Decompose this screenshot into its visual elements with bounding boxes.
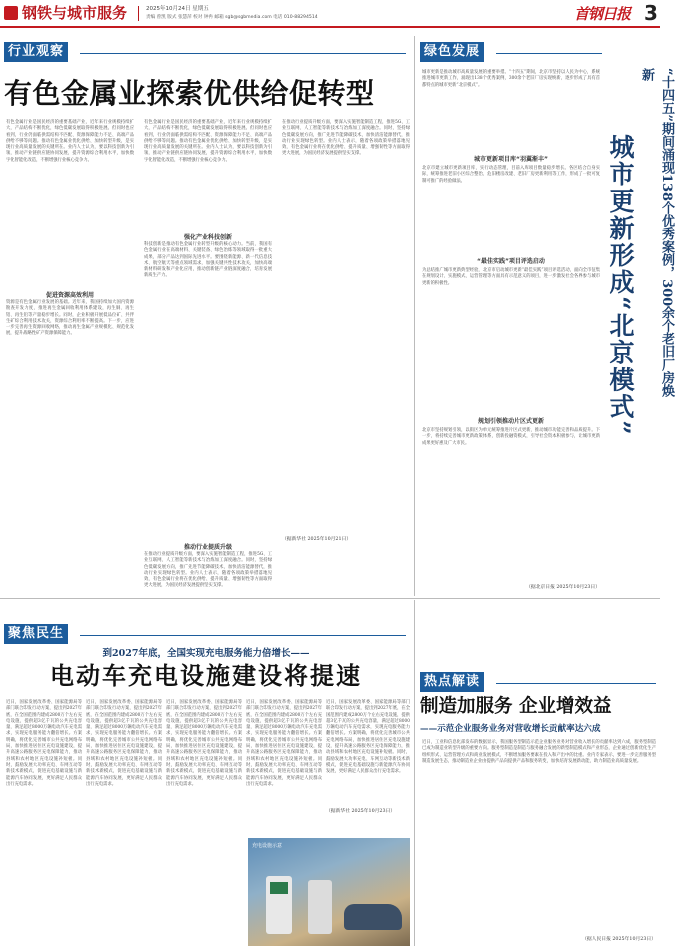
metal-col3-body: 在推动行业提质升级方面，要深入实施智能制造工程，推进5G、工业互联网、人工智能等新技术与冶炼加工深度融合。同时，坚持绿色低碳发展方向，推广先进节能降碳技术，加快清洁能源替代，推动行业实现绿色转型。业内人士表示，随着各项政策举措落地见效，有色金属行业将在优化供给、提升质量、增强韧性等方面取得更大进展，为国民经济发展提供坚实支撑。 [282, 120, 410, 157]
masthead-divider [138, 6, 139, 21]
section-line-industry [80, 53, 406, 54]
masthead-logo-mark [4, 6, 18, 20]
center-divider-bottom [414, 600, 415, 946]
section-tag-livelihood: 聚焦民生 [4, 624, 68, 644]
charging-headline: 电动车充电设施建设将提速 [50, 662, 362, 690]
urban-body-2: 为总结推广城市更新典型经验，北京市启动城市更新“最佳实践”项目评选活动，面向全市征集在规划设计、实施模式、运营管理等方面具有示范意义的项目，进一步激发社会各界参与城市更新的积极性。 [422, 268, 600, 286]
page-number: 3 [644, 1, 658, 25]
urban-renewal-vtitle-big: 城市更新形成“北京模式” [606, 134, 635, 437]
urban-subhead-3: 规划引领推动片区式更新 [477, 418, 544, 425]
section-tag-industry: 行业观察 [4, 42, 68, 62]
metal-col2-top: 有色金属行业是国民经济的重要基础产业，近年来行业规模持续扩大，产品结构不断优化，绿色低碳发展取得积极进展。但同时也应看到，行业仍面临供需结构不匹配、资源保障能力不足、高端产品供给不够等问题。推动有色金属业优化供给、加快转型升级，是实现行业高质量发展的关键所在。业内人士认为，要以科技创新为引领，推动产业链供应链协同发展，提升资源综合利用水平，加快数字化智能化改造，不断增强行业核心竞争力。 [144, 120, 272, 163]
urban-body-1: 北京市建立城市更新项目库，实行动态管理，目前入库项目数量稳步增长。各区结合自身实际，统筹推进老旧小区综合整治、危旧楼房改建、老旧厂房更新利用等工作，形成了一批可复制可推广的经验做法。 [422, 166, 600, 184]
charging-col1: 近日，国家发展改革委、国家能源局等部门联合印发行动方案，提出到2027年底，在全国范围内建成2800万个左右充电设施，提供超3亿千瓦的公共充电容量，满足超过8000万辆电动汽车充电需求，实现充电服务能力翻倍增长。方案明确，将优化完善城市公共充电网络布局，加快推进居住区充电设施建设，提升高速公路服务区充电保障能力，推动县域和农村地区充电设施补短板。同时，鼓励发展大功率充电、车网互动等新技术新模式，促进充电基础设施与新能源汽车协同发展，更好满足人民群众出行充电需求。 [6, 700, 82, 787]
urban-subhead-1: 城市更新项目库“羽翼渐丰” [474, 156, 548, 163]
headline-metal: 有色金属业探索优供给促转型 [4, 77, 375, 110]
section-line-hotspot [496, 683, 656, 684]
charger-screen-shape [270, 882, 288, 894]
section-line-green [496, 53, 602, 54]
urban-body-3: 北京市坚持规划引领，以街区为单元统筹推进片区式更新，推动城市功能完善和品质提升。下一步，将持续完善城市更新政策体系，创新投融资模式，引导社会资本积极参与，让城市更新成果更好惠及广大市民。 [422, 428, 600, 446]
charging-col2: 近日，国家发展改革委、国家能源局等部门联合印发行动方案，提出到2027年底，在全国范围内建成2800万个左右充电设施，提供超3亿千瓦的公共充电容量，满足超过8000万辆电动汽车充电需求，实现充电服务能力翻倍增长。方案明确，将优化完善城市公共充电网络布局，加快推进居住区充电设施建设，提升高速公路服务区充电保障能力，推动县域和农村地区充电设施补短板。同时，鼓励发展大功率充电、车网互动等新技术新模式，促进充电基础设施与新能源汽车协同发展，更好满足人民群众出行充电需求。 [86, 700, 162, 787]
service-subtitle: ——示范企业服务业务对营收增长贡献率达六成 [420, 724, 601, 734]
metal-subhead-2: 强化产业科技创新 [183, 234, 232, 241]
charging-station-photo [248, 838, 410, 946]
issue-date: 2025年10月24日 星期五 [146, 6, 209, 12]
editor-meta: 责编 曾凯 版式 张慧萍 校对 钟冉 邮箱 sgb@sgbmedia.com 电话 010-88294514 [146, 15, 318, 20]
section-line-livelihood [80, 635, 406, 636]
section-tag-hotspot: 热点解读 [420, 672, 484, 692]
charging-source: （据新华社 2025年10月23日） [326, 809, 396, 814]
metal-col1-body: 资源是有色金属行业发展的基础。近年来，我国持续加大国内资源勘查开发力度，推进再生金属回收利用体系建设，再生铜、再生铝、再生铅等产量稳步增长。同时，企业积极开展低品位矿、共伴生矿综合利用技术攻关，资源综合利用率不断提高。下一步，应进一步完善再生资源回收网络，推动再生金属产业规模化、规范化发展，提升战略性矿产资源保障能力。 [6, 300, 134, 337]
service-body: 近日，工业和信息化部发布的数据显示，我国服务型制造示范企业服务业务对营业收入增长的贡献率达到六成，服务型制造已成为制造业转型升级的重要方向。服务型制造是制造与服务融合发展的新型制造模式和产业形态，企业通过创新优化生产组织形式、运营管理方式和商业发展模式，不断增加服务要素在投入和产出中的比重。业内专家表示，要进一步完善服务型制造发展生态，推动制造业企业由提供产品向提供产品和服务转变，加快培育发展新动能，助力制造业高质量发展。 [422, 740, 656, 764]
metal-subhead-1: 促进资源高效利用 [45, 292, 94, 299]
section-name: 钢铁与城市服务 [22, 4, 128, 22]
service-source: （据人民日报 2025年10月23日） [582, 937, 656, 942]
metal-subhead-3: 推动行业提质升级 [183, 544, 232, 551]
photo-caption: 充电设施示意 [252, 843, 283, 849]
urban-subhead-2: “最佳实践”项目评选启动 [477, 258, 545, 265]
column-divider [414, 36, 415, 596]
charging-kicker: 到2027年底，全国实现充电服务能力倍增长—— [102, 648, 310, 659]
charging-col3: 近日，国家发展改革委、国家能源局等部门联合印发行动方案，提出到2027年底，在全国范围内建成2800万个左右充电设施，提供超3亿千瓦的公共充电容量，满足超过8000万辆电动汽车充电需求，实现充电服务能力翻倍增长。方案明确，将优化完善城市公共充电网络布局，加快推进居住区充电设施建设，提升高速公路服务区充电保障能力，推动县域和农村地区充电设施补短板。同时，鼓励发展大功率充电、车网互动等新技术新模式，促进充电基础设施与新能源汽车协同发展，更好满足人民群众出行充电需求。 [166, 700, 242, 787]
metal-source: （据新华社 2025年10月21日） [282, 537, 352, 542]
urban-intro: 城市更新是推动城市高质量发展的重要举措。“十四五”期间，北京市坚持以人民为中心，系统推进城市更新工作，涌现出138个优秀案例，300余个老旧厂房实现焕新，逐步形成了具有首都特点的城市更新“北京模式”。 [422, 70, 600, 88]
charging-col4: 近日，国家发展改革委、国家能源局等部门联合印发行动方案，提出到2027年底，在全国范围内建成2800万个左右充电设施，提供超3亿千瓦的公共充电容量，满足超过8000万辆电动汽车充电需求，实现充电服务能力翻倍增长。方案明确，将优化完善城市公共充电网络布局，加快推进居住区充电设施建设，提升高速公路服务区充电保障能力，推动县域和农村地区充电设施补短板。同时，鼓励发展大功率充电、车网互动等新技术新模式，促进充电基础设施与新能源汽车协同发展，更好满足人民群众出行充电需求。 [246, 700, 322, 787]
metal-col2-body: 科技创新是推动有色金属行业转型升级的核心动力。当前，我国有色金属行业在高端材料、关键装备、绿色冶炼等领域取得一批重大成果，部分产品达到国际先进水平。要围绕新能源、新一代信息技术、航空航天等重点领域需求，加强关键共性技术攻关，加快高端新材料研发和产业化应用，推动创新链产业链深度融合，培育发展新质生产力。 [144, 242, 272, 279]
lower-divider [0, 598, 660, 599]
charging-col5: 近日，国家发展改革委、国家能源局等部门联合印发行动方案，提出到2027年底，在全国范围内建成2800万个左右充电设施，提供超3亿千瓦的公共充电容量，满足超过8000万辆电动汽车充电需求，实现充电服务能力翻倍增长。方案明确，将优化完善城市公共充电网络布局，加快推进居住区充电设施建设，提升高速公路服务区充电保障能力，推动县域和农村地区充电设施补短板。同时，鼓励发展大功率充电、车网互动等新技术新模式，促进充电基础设施与新能源汽车协同发展，更好满足人民群众出行充电需求。 [326, 700, 410, 775]
charger-unit-shape-2 [308, 880, 332, 934]
newspaper-logo: 首钢日报 [574, 5, 631, 23]
masthead [0, 0, 660, 26]
urban-renewal-vtitle-small: “十四五”期间涌现138个优秀案例，300余个老旧厂房焕新 [639, 68, 674, 398]
metal-col1-intro: 有色金属行业是国民经济的重要基础产业，近年来行业规模持续扩大，产品结构不断优化，绿色低碳发展取得积极进展。但同时也应看到，行业仍面临供需结构不匹配、资源保障能力不足、高端产品供给不够等问题。推动有色金属业优化供给、加快转型升级，是实现行业高质量发展的关键所在。业内人士认为，要以科技创新为引领，推动产业链供应链协同发展，提升资源综合利用水平，加快数字化智能化改造，不断增强行业核心竞争力。 [6, 120, 134, 163]
car-shape [344, 904, 402, 930]
urban-source: （据北京日报 2025年10月23日） [526, 585, 600, 590]
service-headline: 制造加服务 企业增效益 [420, 696, 612, 717]
metal-col2-bottom: 在推动行业提质升级方面，要深入实施智能制造工程，推进5G、工业互联网、人工智能等新技术与冶炼加工深度融合。同时，坚持绿色低碳发展方向，推广先进节能降碳技术，加快清洁能源替代，推动行业实现绿色转型。业内人士表示，随着各项政策举措落地见效，有色金属行业将在优化供给、提升质量、增强韧性等方面取得更大进展，为国民经济发展提供坚实支撑。 [144, 552, 272, 589]
masthead-rule [0, 26, 660, 28]
section-tag-green: 绿色发展 [420, 42, 484, 62]
